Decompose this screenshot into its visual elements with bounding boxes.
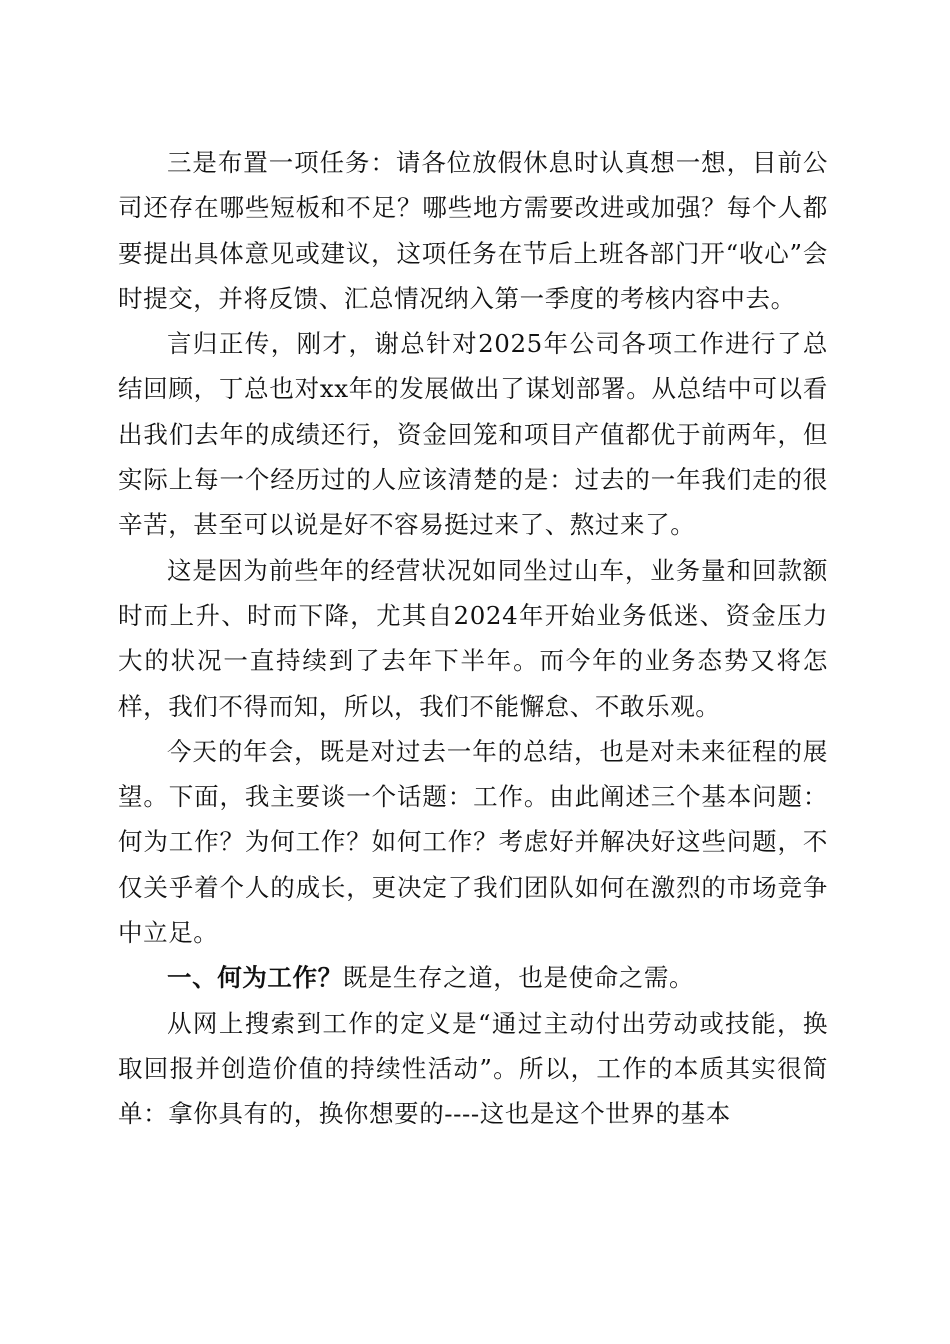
section-heading-rest: 既是生存之道，也是使命之需。 (342, 963, 695, 993)
paragraph-annual-meeting-topic: 今天的年会，既是对过去一年的总结，也是对未来征程的展望。下面，我主要谈一个话题：工作。由此阐述三个基本问题：何为工作？为何工作？如何工作？考虑好并解决好这些问题，不仅关乎着个人的成长，更决定了我们团队如何在激烈的市场竞争中立足。 (118, 736, 828, 948)
section-heading-bold: 一、何为工作？ (167, 963, 343, 993)
section-heading (118, 955, 828, 1000)
paragraph-business-situation: 这是因为前些年的经营状况如同坐过山车，业务量和回款额时而上升、时而下降，尤其自2024年开始业务低迷、资金压力大的状况一直持续到了去年下半年。而今年的业务态势又将怎样，我们不得而知，所以，我们不能懈怠、不敢乐观。 (118, 555, 828, 721)
document-body (118, 140, 828, 1137)
paragraph-year-review: 言归正传，刚才，谢总针对2025年公司各项工作进行了总结回顾，丁总也对xx年的发展做出了谋划部署。从总结中可以看出我们去年的成绩还行，资金回笼和项目产值都优于前两年，但实际上每一个经历过的人应该清楚的是：过去的一年我们走的很辛苦，甚至可以说是好不容易挺过来了、熬过来了。 (118, 329, 828, 540)
paragraph-work-definition: 从网上搜索到工作的定义是“通过主动付出劳动或技能，换取回报并创造价值的持续性活动”。所以，工作的本质其实很简单：拿你具有的，换你想要的----这也是这个世界的基本 (118, 1008, 828, 1129)
paragraph-task-assignment: 三是布置一项任务：请各位放假休息时认真想一想，目前公司还存在哪些短板和不足？哪些地方需要改进或加强？每个人都要提出具体意见或建议，这项任务在节后上班各部门开“收心”会时提交，并将反馈、汇总情况纳入第一季度的考核内容中去。 (118, 148, 828, 313)
